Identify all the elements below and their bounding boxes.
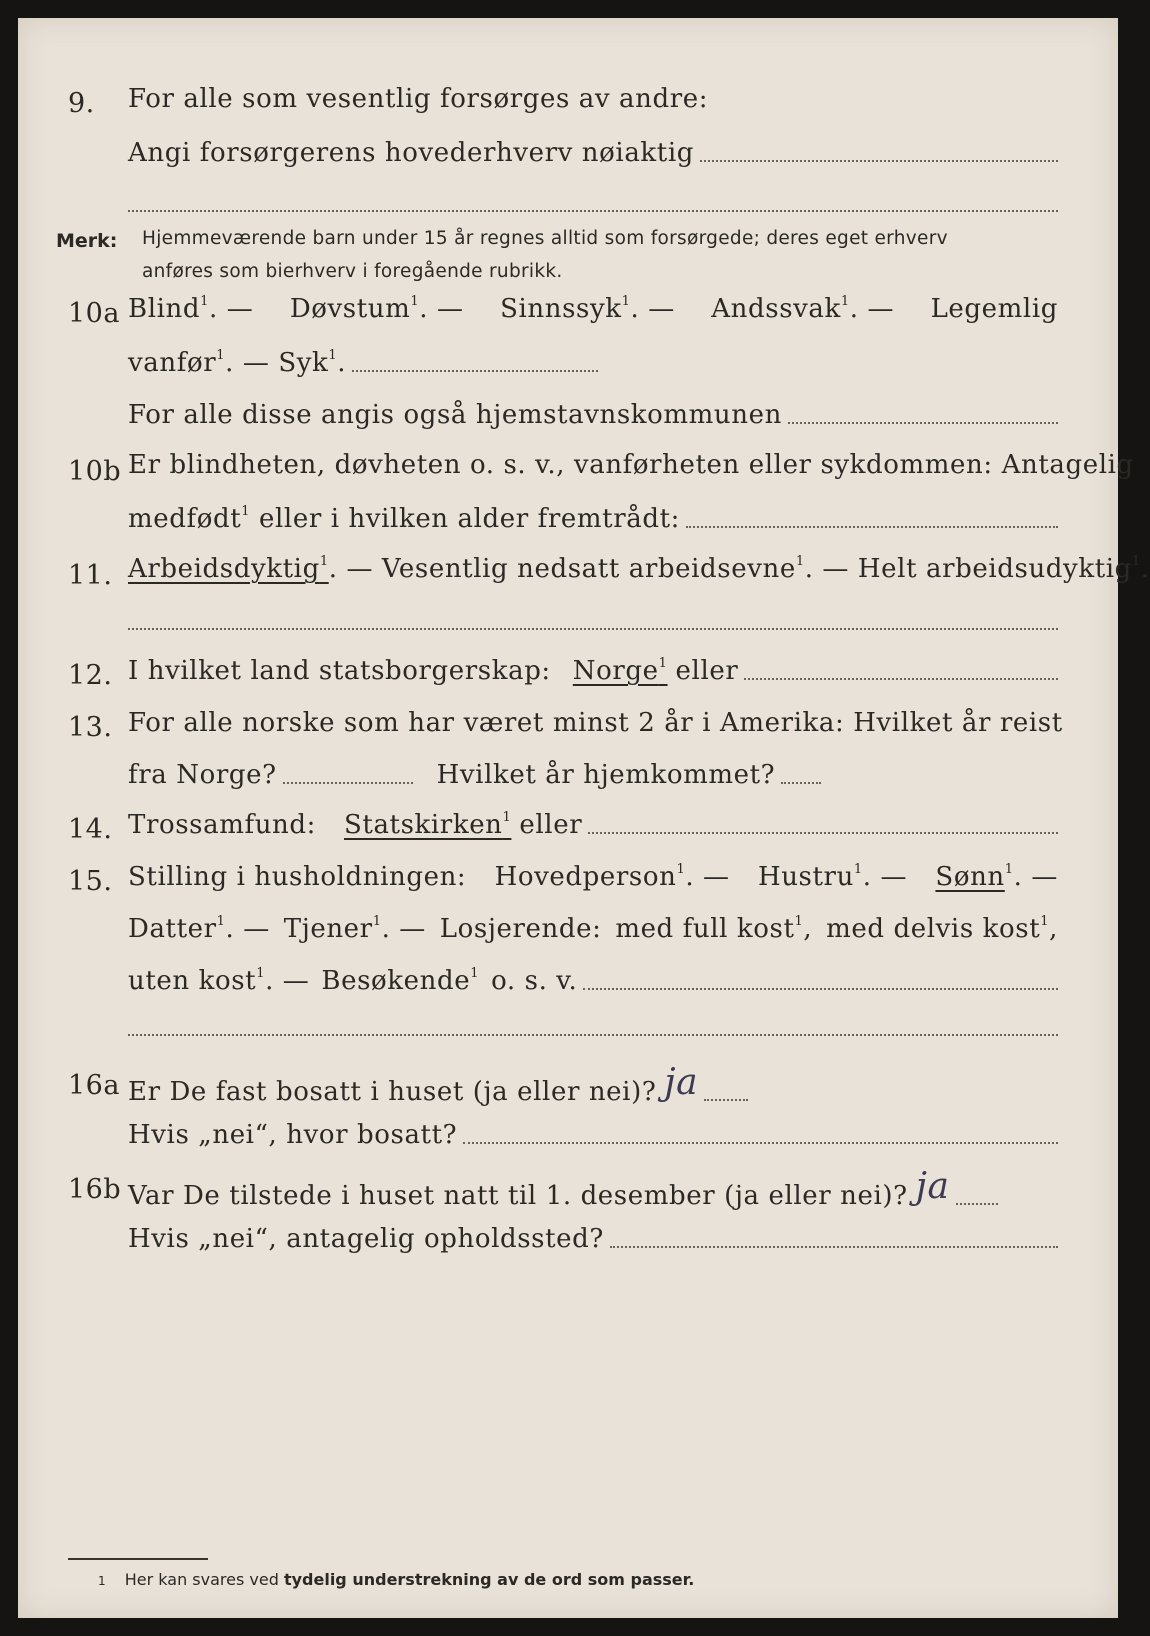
q16b-handwritten-answer[interactable]: ja [915, 1166, 950, 1207]
q10a-hjemstavn-answer-line[interactable] [788, 422, 1058, 424]
q10a-number: 10a [68, 298, 120, 329]
q16b-number: 16b [68, 1174, 122, 1205]
q15-besokende: Besøkende$^1$ [321, 966, 480, 996]
q10b-medfodt: medfødt$^1$ [128, 504, 251, 534]
q9-number: 9. [68, 88, 95, 119]
q10a-legemlig: Legemlig [930, 294, 1058, 324]
q14-eller: eller [519, 810, 583, 840]
q16a-hvis-answer-line[interactable] [463, 1142, 1058, 1144]
q15-sonn: Sønn$^1$. — [935, 862, 1058, 892]
merk-text [142, 222, 1058, 288]
q11-udyktig: Helt arbeidsudyktig$^1$. [857, 554, 1150, 584]
q14-answer-line[interactable] [588, 832, 1058, 834]
q11-line1: Arbeidsdyktig$^1$. — Vesentlig nedsatt arbeidsevne$^1$. — Helt arbeidsudyktig$^1$. [128, 554, 1150, 584]
q14-number: 14. [68, 814, 113, 845]
q16a-line1 [128, 1062, 748, 1107]
q10b-rest: eller i hvilken alder fremtrådt: [259, 504, 680, 534]
q10a-line1 [128, 294, 1058, 324]
merk-text-line2: anføres som bierhverv i foregående rubrikk. [142, 261, 563, 282]
q16b-answer-line[interactable] [956, 1203, 998, 1205]
q12-eller: eller [675, 656, 739, 686]
q9-line2-label: Angi forsørgerens hovederhverv nøiaktig [128, 138, 694, 168]
q16b-line2 [128, 1224, 1058, 1254]
q16a-number: 16a [68, 1070, 120, 1101]
q10b-number: 10b [68, 456, 122, 487]
q16a-line2 [128, 1120, 1058, 1150]
q12-line [128, 656, 1058, 686]
q16b-hvis: Hvis „nei“, antagelig opholdssted? [128, 1224, 604, 1254]
q16a-answer-line[interactable] [704, 1099, 748, 1101]
q15-line3 [128, 966, 1058, 996]
footnote [98, 1570, 694, 1589]
q15-line2 [128, 914, 1058, 944]
merk-text-line1: Hjemmeværende barn under 15 år regnes alltid som forsørgede; deres eget erhverv [142, 228, 948, 249]
q15-hustru: Hustru$^1$. — [757, 862, 908, 892]
q9-line2 [128, 138, 1058, 168]
footnote-text: Her kan svares ved [124, 1570, 279, 1589]
q12-prefix: I hvilket land statsborgerskap: [128, 656, 551, 686]
q10a-dovstum: Døvstum$^1$. — [289, 294, 464, 324]
q10a-sinnssyk: Sinnssyk$^1$. — [500, 294, 675, 324]
q12-answer-line[interactable] [744, 678, 1058, 680]
q13-fra-norge: fra Norge? [128, 760, 277, 790]
q9-line1: For alle som vesentlig forsørges av andre: [128, 84, 709, 114]
q13-line1: For alle norske som har været minst 2 år i Amerika: Hvilket år reist [128, 708, 1063, 738]
q13-number: 13. [68, 712, 113, 743]
q16a-handwritten-answer[interactable]: ja [664, 1062, 699, 1103]
q10a-syk-answer-line[interactable] [352, 370, 598, 372]
q15-utenkost: uten kost$^1$. — [128, 966, 310, 996]
q15-extra-line[interactable] [128, 1034, 1058, 1036]
q10b-line2 [128, 504, 1058, 534]
q14-line [128, 810, 1058, 840]
q15-line1 [128, 862, 1058, 892]
footnote-marker: 1 [98, 1574, 106, 1588]
q10a-syk: Syk$^1$. [278, 348, 347, 378]
q10a-line3 [128, 400, 1058, 430]
q10a-blind: Blind$^1$. — [128, 294, 254, 324]
q13-fra-answer-line[interactable] [283, 782, 413, 784]
q11-nedsatt: Vesentlig nedsatt arbeidsevne$^1$. — [381, 554, 850, 584]
q9-extra-line[interactable] [128, 210, 1058, 212]
q12-number: 12. [68, 660, 113, 691]
q13-hjemkommet: Hvilket år hjemkommet? [436, 760, 776, 790]
q11-extra-line[interactable] [128, 628, 1058, 630]
q15-number: 15. [68, 866, 113, 897]
q16a-hvis: Hvis „nei“, hvor bosatt? [128, 1120, 458, 1150]
q10a-line3-label: For alle disse angis også hjemstavnskommunen [128, 400, 782, 430]
q15-osv: o. s. v. [491, 966, 578, 996]
q10a-line2 [128, 348, 598, 378]
q16b-question: Var De tilstede i huset natt til 1. desember (ja eller nei)? [128, 1181, 908, 1211]
q11-number: 11. [68, 560, 113, 591]
q14-statskirken: Statskirken$^1$ [343, 810, 512, 840]
footnote-bold-text: tydelig understrekning av de ord som passer. [283, 1570, 695, 1589]
q16a-question: Er De fast bosatt i huset (ja eller nei)? [128, 1077, 657, 1107]
merk-label: Merk: [56, 230, 118, 252]
q10a-andssvak: Andssvak$^1$. — [711, 294, 895, 324]
q15-hovedperson: Hovedperson$^1$. — [494, 862, 730, 892]
q15-stilling: Stilling i husholdningen: [128, 862, 467, 892]
q13-hjem-answer-line[interactable] [781, 782, 821, 784]
footnote-rule [68, 1558, 208, 1560]
q16b-line1 [128, 1166, 998, 1211]
q14-prefix: Trossamfund: [128, 810, 316, 840]
q15-losjerende: Losjerende: [439, 914, 602, 944]
q9-answer-line[interactable] [700, 160, 1058, 162]
q15-delviskost: med delvis kost$^1$, [826, 914, 1058, 944]
census-form-page [18, 18, 1150, 1618]
q15-tjener: Tjener$^1$. — [283, 914, 426, 944]
q12-norge: Norge$^1$ [572, 656, 668, 686]
q10b-answer-line[interactable] [686, 526, 1058, 528]
q10a-vanfor: vanfør$^1$. — [128, 348, 270, 378]
q15-fullkost: med full kost$^1$, [615, 914, 813, 944]
q13-line2 [128, 760, 798, 790]
q10b-line1: Er blindheten, døvheten o. s. v., vanførheten eller sykdommen: Antagelig [128, 450, 1134, 480]
q15-answer-line[interactable] [583, 988, 1058, 990]
q15-datter: Datter$^1$. — [128, 914, 270, 944]
q11-arbeidsdyktig: Arbeidsdyktig$^1$ [128, 554, 329, 584]
q16b-hvis-answer-line[interactable] [610, 1246, 1058, 1248]
